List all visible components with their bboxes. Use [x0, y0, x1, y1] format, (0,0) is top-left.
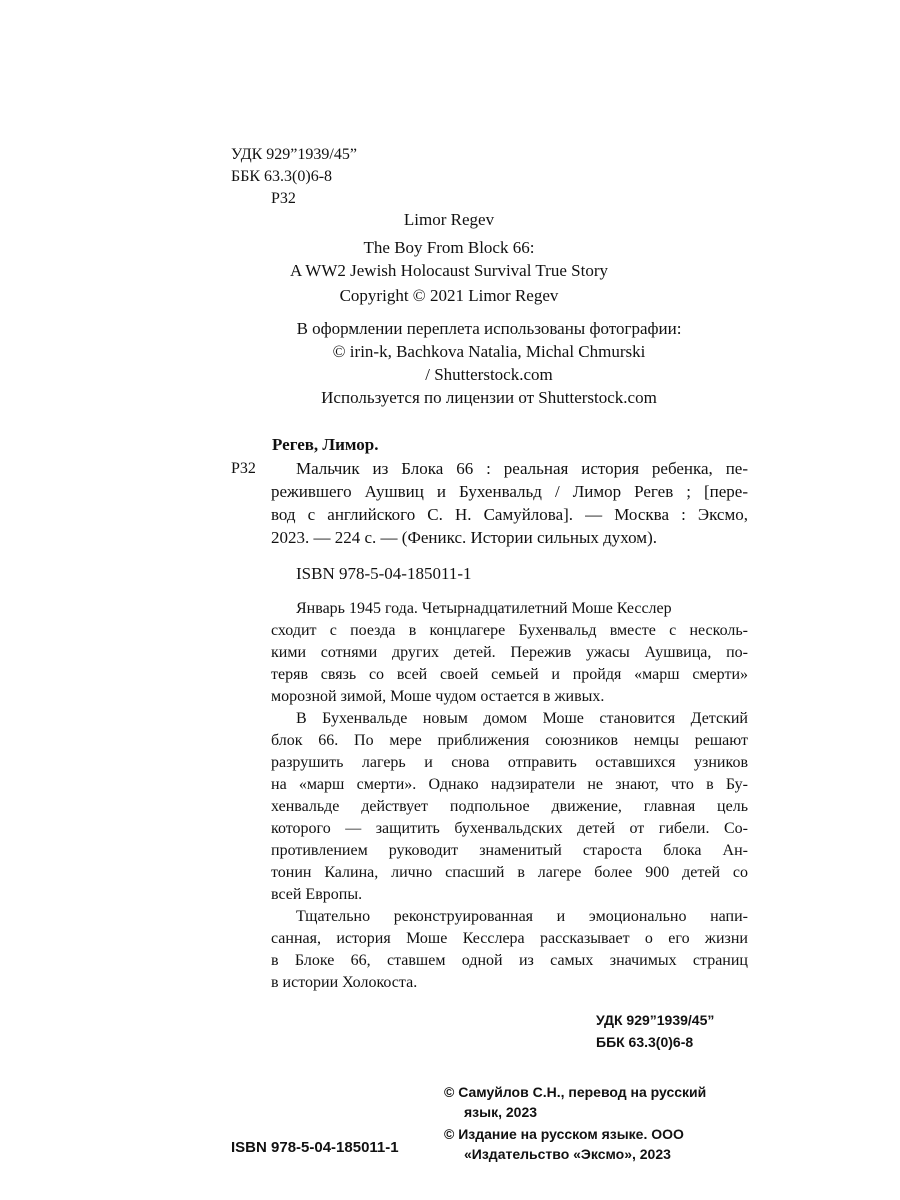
annotation-line-9: на «марш смерти». Однако надзиратели не знают, что в Бу- [271, 776, 748, 793]
catalog-line-1: Мальчик из Блока 66 : реальная история ребенка, пе- [296, 459, 748, 478]
footer-isbn: ISBN 978-5-04-185011-1 [231, 1139, 399, 1156]
original-copyright: Copyright © 2021 Limor Regev [339, 286, 559, 305]
catalog-isbn: ISBN 978-5-04-185011-1 [296, 564, 472, 583]
catalog-author-heading: Регев, Лимор. [272, 435, 379, 454]
author-mark: Р32 [271, 190, 296, 207]
annotation-line-18: в истории Холокоста. [271, 974, 418, 991]
annotation-line-1: Январь 1945 года. Четырнадцатилетний Моше Кесслер [296, 600, 672, 617]
footer-udk: УДК 929”1939/45” [596, 1012, 715, 1028]
annotation-line-14: всей Европы. [271, 886, 363, 903]
photo-credits-line2: © irin-k, Bachkova Natalia, Michal Chmurski [332, 342, 646, 361]
photo-credits-line4: Используется по лицензии от Shutterstock.com [321, 388, 657, 407]
annotation-line-2: сходит с поезда в концлагере Бухенвальд вместе с несколь- [271, 622, 748, 639]
photo-credits-line1: В оформлении переплета использованы фотографии: [296, 319, 682, 338]
original-title-line2: A WW2 Jewish Holocaust Survival True Story [290, 261, 608, 280]
original-title-line1: The Boy From Block 66: [363, 238, 535, 257]
annotation-line-8: разрушить лагерь и снова отправить оставшихся узников [271, 754, 748, 771]
copyright-translation-line2: язык, 2023 [464, 1104, 538, 1120]
copyright-translation-line1: © Самуйлов С.Н., перевод на русский [444, 1084, 707, 1100]
annotation-line-15: Тщательно реконструированная и эмоционально напи- [296, 908, 748, 925]
original-author: Limor Regev [403, 210, 495, 229]
annotation-line-4: теряв связь со всей своей семьей и пройдя «марш смерти» [271, 666, 748, 683]
catalog-mark: Р32 [231, 460, 256, 477]
annotation-line-7: блок 66. По мере приближения союзников немцы решают [271, 732, 748, 749]
annotation-line-5: морозной зимой, Моше чудом остается в живых. [271, 688, 605, 705]
annotation-line-3: кими сотнями других детей. Пережив ужасы Аушвица, по- [271, 644, 748, 661]
bbk-code: ББК 63.3(0)6-8 [231, 168, 333, 185]
annotation-line-12: противлением руководит знаменитый староста блока Ан- [271, 842, 748, 859]
catalog-line-2: режившего Аушвиц и Бухенвальд / Лимор Регев ; [пере- [271, 482, 748, 501]
catalog-line-4: 2023. — 224 с. — (Феникс. Истории сильных духом). [271, 528, 657, 547]
annotation-line-17: в Блоке 66, ставшем одной из самых значимых страниц [271, 952, 748, 969]
photo-credits-line3: / Shutterstock.com [425, 365, 553, 384]
copyright-edition-line1: © Издание на русском языке. ООО [444, 1126, 684, 1142]
annotation-line-13: тонин Калина, лично спасший в лагере более 900 детей со [271, 864, 748, 881]
annotation-line-6: В Бухенвальде новым домом Моше становится Детский [296, 710, 748, 727]
catalog-line-3: вод с английского С. Н. Самуйлова]. — Москва : Эксмо, [271, 505, 748, 524]
udk-code: УДК 929”1939/45” [231, 146, 357, 163]
copyright-edition-line2: «Издательство «Эксмо», 2023 [464, 1146, 671, 1162]
annotation-line-11: которого — защитить бухенвальдских детей от гибели. Со- [271, 820, 748, 837]
footer-bbk: ББК 63.3(0)6-8 [596, 1034, 694, 1050]
annotation-line-10: хенвальде действует подпольное движение, главная цель [271, 798, 748, 815]
annotation-line-16: санная, история Моше Кесслера рассказывает о его жизни [271, 930, 748, 947]
